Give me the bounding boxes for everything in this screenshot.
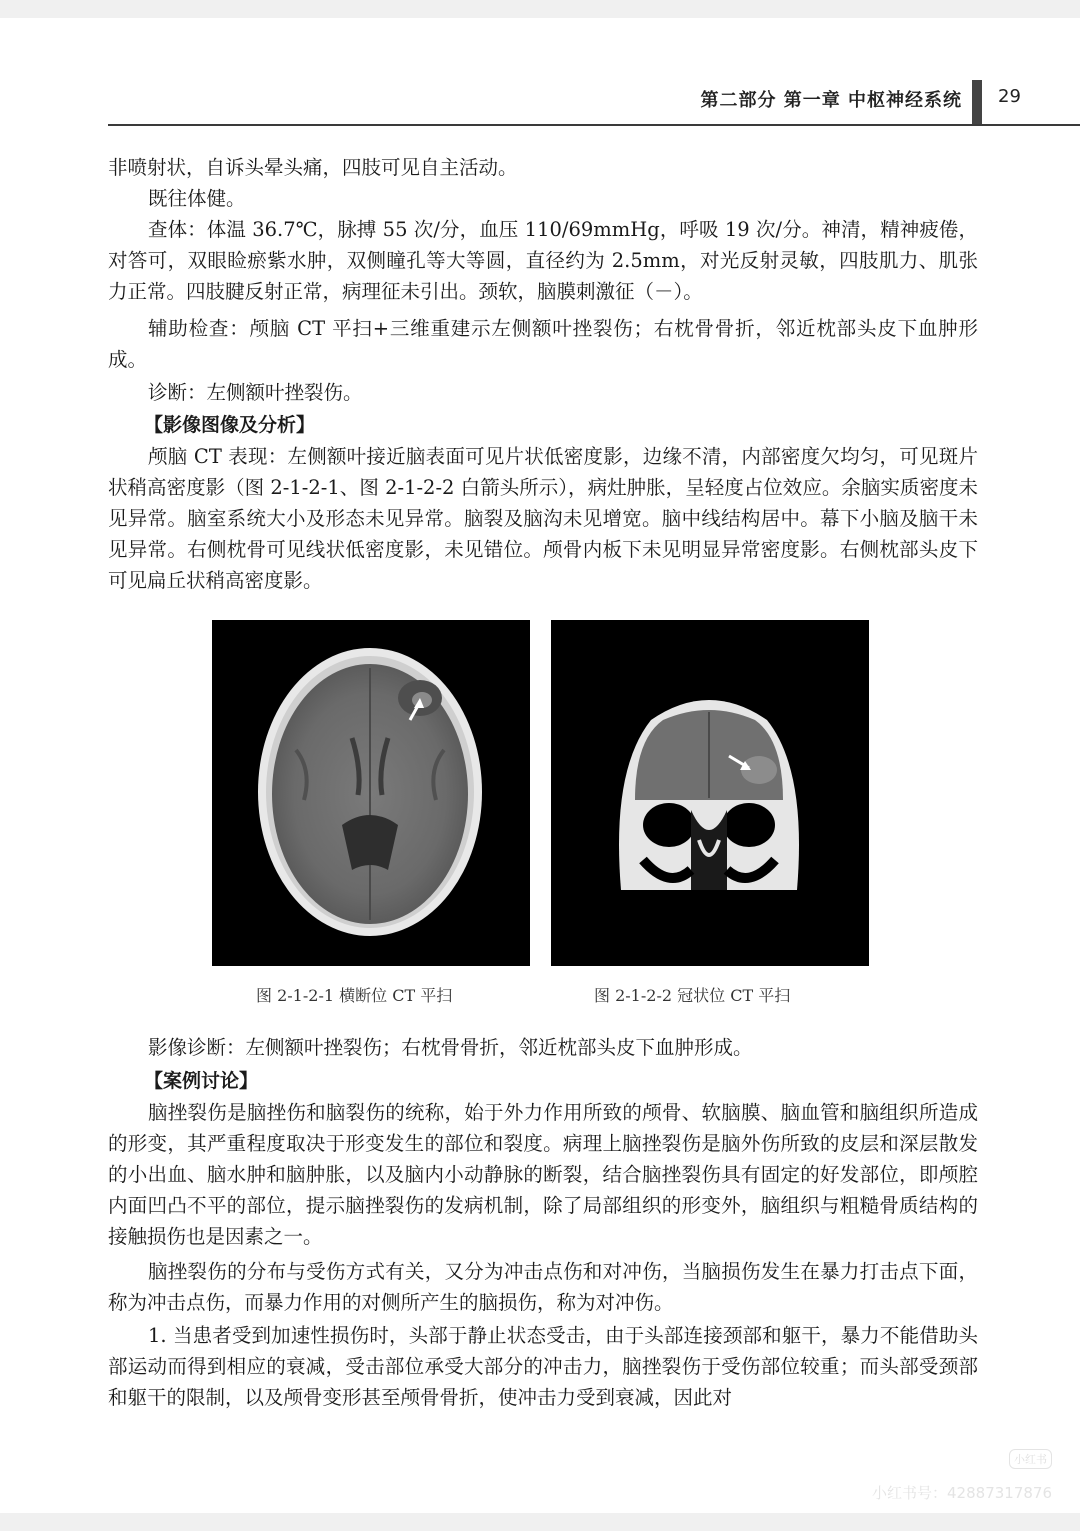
header-bar — [972, 80, 982, 124]
header-title: 第二部分 第一章 中枢神经系统 — [700, 90, 962, 111]
watermark-logo: 小红书 — [1009, 1449, 1052, 1469]
discussion-paragraph: 脑挫裂伤的分布与受伤方式有关，又分为冲击点伤和对冲伤，当脑损伤发生在暴力打击点下面，称为冲击点伤，而暴力作用的对侧所产生的脑损伤，称为对冲伤。 — [108, 1260, 978, 1314]
paragraph: 辅助检查：颅脑 CT 平扫+三维重建示左侧额叶挫裂伤；右枕骨骨折，邻近枕部头皮下血肿形成。 — [108, 317, 978, 371]
paragraph: 既往体健。 — [148, 187, 246, 210]
watermark-text: 小红书号：4288731787​6 — [872, 1484, 1052, 1502]
imaging-diagnosis: 影像诊断：左侧额叶挫裂伤；右枕骨骨折，邻近枕部头皮下血肿形成。 — [148, 1036, 753, 1059]
paragraph: 诊断：左侧额叶挫裂伤。 — [148, 381, 363, 404]
figure-caption-1: 图 2-1-2-1 横断位 CT 平扫 — [256, 986, 453, 1005]
ct-axial-image — [212, 620, 530, 966]
discussion-paragraph: 脑挫裂伤是脑挫伤和脑裂伤的统称，始于外力作用所致的颅骨、软脑膜、脑血管和脑组织所造成的形变，其严重程度取决于形变发生的部位和裂度。病理上脑挫裂伤是脑外伤所致的皮层和深层散发的小出血、脑水肿和脑肿胀，以及脑内小动静脉的断裂，结合脑挫裂伤具有固定的好发部位，即颅腔内面凹凸不平的部位，提示脑挫裂伤的发病机制，除了局部组织的形变外，脑组织与粗糙骨质结构的接触损伤也是因素之一。 — [108, 1101, 978, 1248]
paragraph: 查体：体温 36.7℃，脉搏 55 次/分，血压 110/69mmHg，呼吸 19 次/分。神清，精神疲倦，对答可，双眼睑瘀紫水肿，双侧瞳孔等大等圆，直径约为 2.5mm，对光反射灵敏，四肢肌力、肌张力正常。四肢腱反射正常，病理征未引出。颈软，脑膜刺激征（－）。 — [108, 218, 978, 303]
discussion-paragraph: 1. 当患者受到加速性损伤时，头部于静止状态受击，由于头部连接颈部和躯干，暴力不能借助头部运动而得到相应的衰减，受击部位承受大部分的冲击力，脑挫裂伤于受伤部位较重；而头部受颈部和躯干的限制，以及颅骨变形甚至颅骨骨折，使冲击力受到衰减，因此对 — [108, 1324, 978, 1409]
section-heading-imaging: 【影像图像及分析】 — [144, 414, 316, 436]
page-number: 29 — [998, 86, 1021, 107]
imaging-paragraph: 颅脑 CT 表现：左侧额叶接近脑表面可见片状低密度影，边缘不清，内部密度欠均匀，可见斑片状稍高密度影（图 2-1-2-1、图 2-1-2-2 白箭头所示），病灶肿胀，呈轻度占位效应。余脑实质密度未见异常。脑室系统大小及形态未见异常。脑裂及脑沟未见增宽。脑中线结构居中。幕下小脑及脑干未见异常。右侧枕骨可见线状低密度影，未见错位。颅骨内板下未见明显异常密度影。右侧枕部头皮下可见扁丘状稍高密度影。 — [108, 445, 978, 592]
ct-coronal-image — [551, 620, 869, 966]
header-rule — [108, 124, 1080, 126]
paragraph: 非喷射状，自诉头晕头痛，四肢可见自主活动。 — [108, 156, 518, 179]
section-heading-discussion: 【案例讨论】 — [144, 1070, 259, 1092]
running-header — [0, 80, 1080, 128]
figure-caption-2: 图 2-1-2-2 冠状位 CT 平扫 — [594, 986, 791, 1005]
